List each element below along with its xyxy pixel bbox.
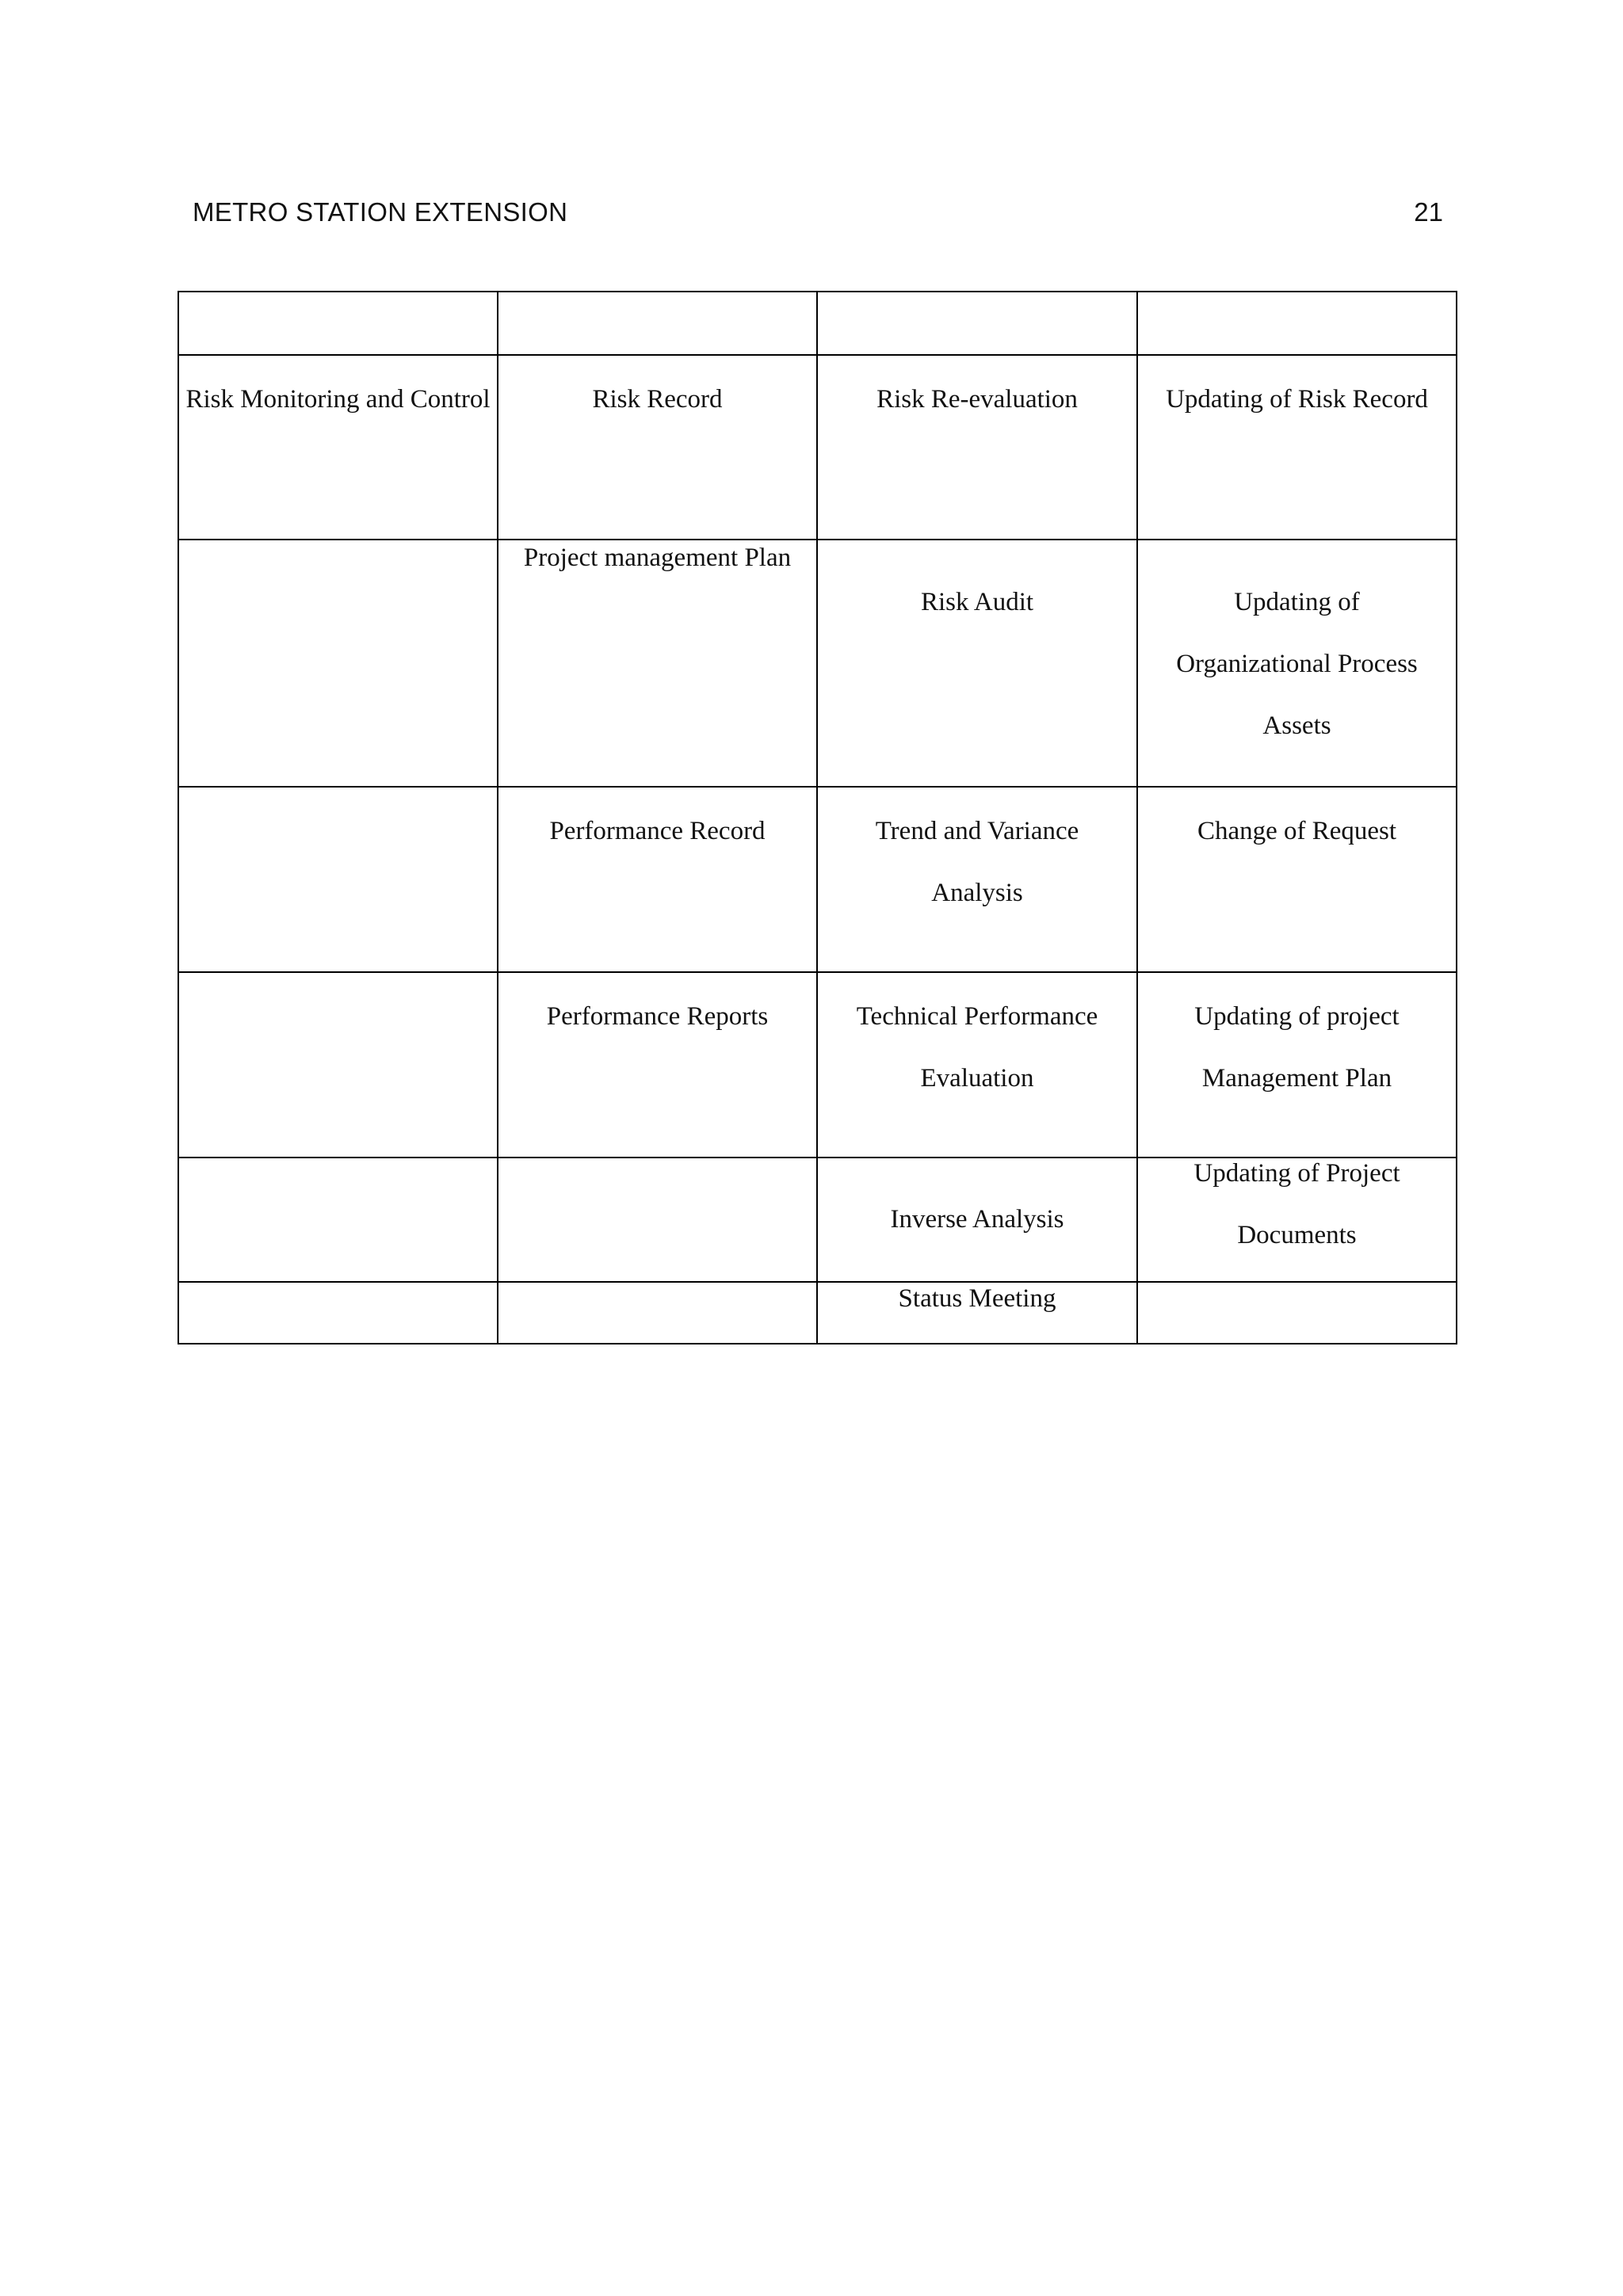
table-cell [498, 292, 817, 355]
table-cell: Status Meeting [817, 1282, 1137, 1344]
table-row [178, 355, 1457, 540]
table-cell: Technical Performance Evaluation [817, 972, 1137, 1158]
table-cell [178, 540, 498, 787]
table-cell [817, 292, 1137, 355]
table-cell [178, 972, 498, 1158]
table-cell [1137, 292, 1457, 355]
table-cell: Performance Record [498, 787, 817, 972]
risk-process-table [178, 291, 1457, 1344]
table-cell: Updating of Risk Record [1137, 355, 1457, 540]
table-row [178, 1282, 1457, 1344]
table-cell [178, 1158, 498, 1282]
table-cell [178, 1282, 498, 1344]
page-number: 21 [1414, 197, 1443, 227]
table-cell [178, 787, 498, 972]
table-cell [498, 1158, 817, 1282]
table-cell: Risk Audit [817, 540, 1137, 787]
table-cell: Performance Reports [498, 972, 817, 1158]
table-cell: Change of Request [1137, 787, 1457, 972]
table-cell: Updating of Organizational Process Assets [1137, 540, 1457, 787]
table-row [178, 1158, 1457, 1282]
table-cell: Project management Plan [498, 540, 817, 787]
table-cell: Risk Record [498, 355, 817, 540]
table-cell: Trend and Variance Analysis [817, 787, 1137, 972]
table-cell: Updating of project Management Plan [1137, 972, 1457, 1158]
table-row [178, 972, 1457, 1158]
table-cell [1137, 1282, 1457, 1344]
running-head: METRO STATION EXTENSION [193, 197, 568, 227]
table-row [178, 787, 1457, 972]
table-cell: Risk Monitoring and Control [178, 355, 498, 540]
table-cell: Risk Re-evaluation [817, 355, 1137, 540]
table-cell: Inverse Analysis [817, 1158, 1137, 1282]
table-cell [498, 1282, 817, 1344]
table-row [178, 292, 1457, 355]
table-cell [178, 292, 498, 355]
table-cell: Updating of Project Documents [1137, 1158, 1457, 1282]
table-row [178, 540, 1457, 787]
